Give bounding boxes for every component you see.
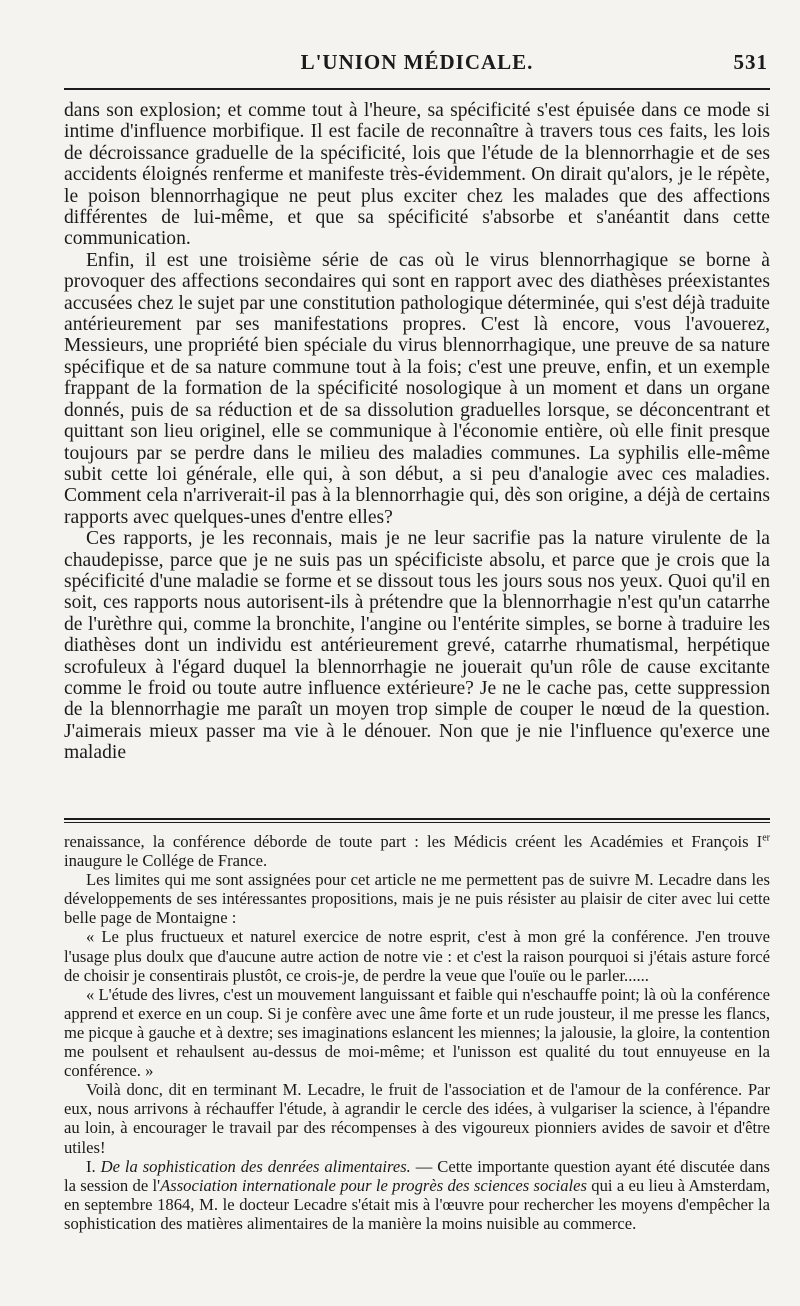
- journal-title: L'UNION MÉDICALE.: [300, 50, 534, 74]
- separator-rule-thin: [64, 822, 770, 823]
- main-paragraph: Enfin, il est une troisième série de cas où le virus blennorrhagique se borne à provoquer des affections secondaires qui sont en rapport avec des diathèses préexistantes accusées chez le sujet par une constitution pathologique déterminée, qui s'est déjà traduite antérieurement par ses manifestations propres. C'est là encore, vous l'avouerez, Messieurs, une propriété bien spéciale du virus blennorrhagique, une preuve de sa nature spécifique et de sa nature commune tout à la fois; c'est une preuve, enfin, et un exemple frappant de la formation de la spécificité nosologique à un moment et dans un organe donnés, puis de sa réduction et de sa dissolution graduelles lorsque, se déconcentrant et quittant son lieu originel, elle se communique à l'économie entière, où elle finit presque toujours par se perdre dans le milieu des maladies communes. La syphilis elle-même subit cette loi générale, elle qui, à son début, a si peu d'analogie avec ces maladies. Comment cela n'arriverait-il pas à la blennorrhagie qui, dès son origine, a déjà de certains rapports avec quelques-unes d'entre elles?: [64, 249, 770, 528]
- notes-text: renaissance, la conférence déborde de toute part : les Médicis créent les Académies et François I: [64, 832, 763, 851]
- main-paragraph: Ces rapports, je les reconnais, mais je ne leur sacrifie pas la nature virulente de la chaudepisse, parce que je ne suis pas un spécificiste absolu, et parce que je crois que la spécificité d'une maladie se forme et se dissout tous les jours sous nos yeux. Quoi qu'il en soit, ces rapports nous autorisent-ils à prétendre que la blennorrhagie n'est qu'un catarrhe de l'urèthre qui, comme la bronchite, l'angine ou l'entérite simples, se borne à traduire les diathèses dont un individu est antérieurement grevé, catarrhe rhumatismal, herpétique scrofuleux à l'égard duquel la blennorrhagie ne jouerait qu'un rôle de cause excitante comme le froid ou toute autre influence extérieure? Je ne le cache pas, cette suppression de la blennorrhagie me paraît un moyen trop simple de couper le nœud de la question. J'aimerais mieux passer ma vie à le dénouer. Non que je nie l'influence qu'exerce une maladie: [64, 528, 770, 764]
- quote-paragraph: « L'étude des livres, c'est un mouvement languissant et faible qui n'eschauffe point; là où la conférence apprend et exerce en un coup. Si je confère avec une âme forte et un rude jousteur, il me presse les flancs, me picque à gauche et à dextre; ses imaginations eslancent les miennes; la jalousie, la gloire, la contention me poulsent et rehaulsent au-dessus de moi-même; et l'unisson est qualité du tout ennuyeuse en la conférence. »: [64, 984, 770, 1081]
- association-name: Association internationale pour le progrès des sciences sociales: [160, 1175, 587, 1195]
- section-number: I.: [86, 1156, 101, 1176]
- page-number: 531: [733, 50, 768, 74]
- header-rule: [64, 88, 770, 90]
- notes-text: qui a eu lieu à Amsterdam, en septembre 1864, M. le docteur Lecadre s'était mis à l'œuvre pour rechercher les moyens d'empêcher la sophistication des matières alimentaires de la manière la moins nuisible au commerce.: [64, 1175, 770, 1233]
- feuilleton-text: [64, 832, 770, 1233]
- main-text: [64, 100, 770, 764]
- running-header: [62, 50, 772, 80]
- notes-paragraph: Les limites qui me sont assignées pour cet article ne me permettent pas de suivre M. Lecadre dans les développements de ses intéressantes propositions, mais je ne puis résister au plaisir de citer avec lui cette belle page de Montaigne :: [64, 870, 770, 928]
- notes-paragraph: [64, 1157, 770, 1233]
- separator-rule: [64, 818, 770, 820]
- notes-paragraph: [64, 832, 770, 870]
- main-paragraph: dans son explosion; et comme tout à l'heure, sa spécificité s'est épuisée dans ce mode si intime d'influence morbifique. Il est facile de reconnaître à travers tous ces faits, les lois de décroissance graduelle de la spécificité, lois que l'étude de la blennorrhagie et de ses accidents éloignés renferme et manifeste très-évidemment. On dirait qu'alors, je le répète, le poison blennorrhagique ne peut plus exciter chez les malades que des affections différentes de lui-même, et que sa spécificité s'absorbe et s'anéantit dans cette communication.: [64, 100, 770, 250]
- quote-paragraph: « Le plus fructueux et naturel exercice de notre esprit, c'est à mon gré la conférence. J'en trouve l'usage plus doulx que d'aucune autre action de notre vie : et c'est la raison pourquoi si j'étais asture forcé de choisir je consentirais plustôt, ce crois-je, de perdre la veue que l'ouïe ou le parler......: [64, 927, 770, 985]
- notes-text: inaugure le Collége de France.: [64, 851, 268, 871]
- notes-paragraph: Voilà donc, dit en terminant M. Lecadre, le fruit de l'association et de l'amour de la conférence. Par eux, nous arrivons à réchauffer l'étude, à agrandir le cercle des idées, à vulgariser la science, à l'épandre au loin, à encourager le travail par des récompenses à des vigoureux pionniers avides de savoir et d'être utiles!: [64, 1080, 770, 1157]
- section-title: De la sophistication des denrées alimentaires.: [100, 1156, 411, 1176]
- notes-text: — Cette importante question ayant été discutée dans la session de l': [64, 1156, 771, 1195]
- superscript: er: [762, 832, 770, 844]
